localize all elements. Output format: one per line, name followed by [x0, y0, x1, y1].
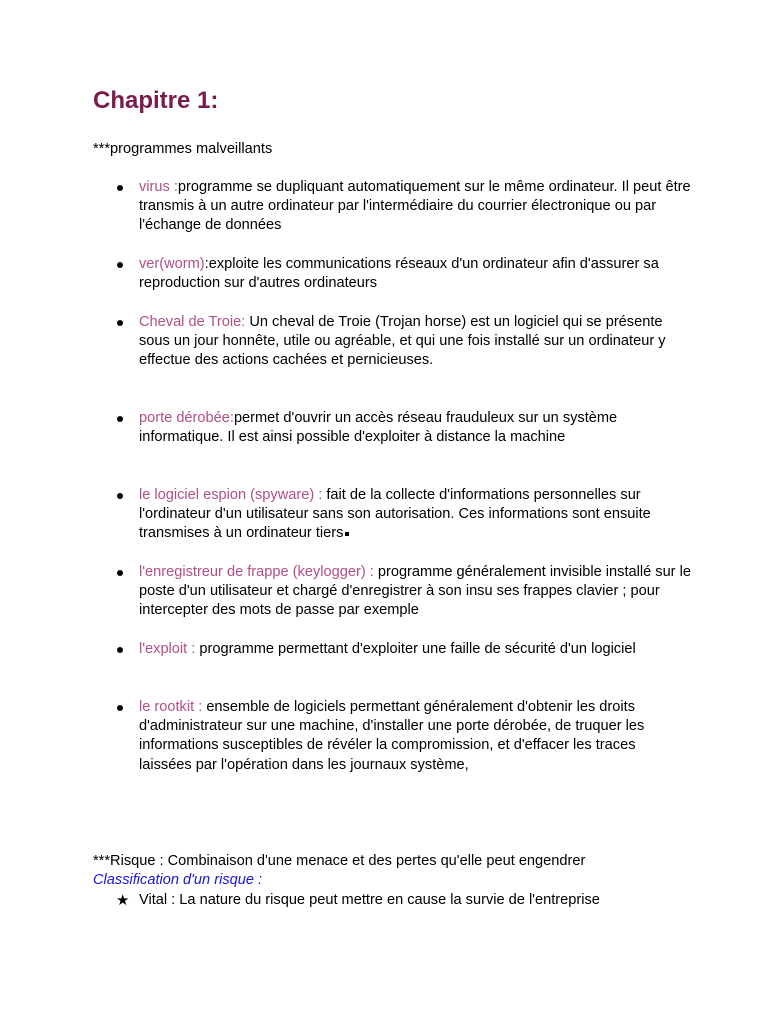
list-item-text: [139, 563, 692, 621]
term-label: Cheval de Troie:: [139, 314, 246, 330]
section-heading: ***programmes malveillants: [93, 141, 273, 157]
star-icon: ★: [116, 892, 130, 909]
term-label: l'enregistreur de frappe (keylogger) :: [139, 564, 374, 580]
list-item-exploit: [112, 640, 692, 659]
list-item-text: [139, 409, 692, 447]
square-bullet-icon: [345, 532, 349, 536]
term-label: ver(worm): [139, 256, 205, 272]
term-description: programme permettant d'exploiter une faille de sécurité d'un logiciel: [195, 641, 636, 657]
list-item-text: [139, 313, 692, 371]
list-item-text: [139, 486, 692, 544]
list-item-rootkit: [112, 698, 692, 775]
list-item-trojan: [112, 313, 692, 371]
term-label: le logiciel espion (spyware) :: [139, 487, 323, 503]
risque-definition: ***Risque : Combinaison d'une menace et des pertes qu'elle peut engendrer: [93, 853, 586, 869]
list-item-virus: [112, 178, 692, 236]
term-description: :exploite les communications réseaux d'un ordinateur afin d'assurer sa reproduction sur d'autres ordinateurs: [139, 256, 659, 292]
term-label: l'exploit :: [139, 641, 196, 657]
classification-item-text: Vital : La nature du risque peut mettre en cause la survie de l'entreprise: [139, 892, 600, 908]
classification-heading: Classification d'un risque :: [93, 872, 263, 888]
list-item-spyware: [112, 486, 692, 544]
term-description: fait de la collecte d'informations personnelles sur l'ordinateur d'un utilisateur sans son autorisation. Ces informations sont ensuite transmises à un ordinateur tiers: [139, 487, 651, 542]
list-item-backdoor: [112, 409, 692, 447]
list-item-keylogger: [112, 563, 692, 621]
term-description: permet d'ouvrir un accès réseau frauduleux sur un système informatique. Il est ainsi possible d'exploiter à distance la machine: [139, 410, 618, 446]
term-label: virus :: [139, 179, 178, 195]
term-description: programme généralement invisible installé sur le poste d'un utilisateur et chargé d'enregistrer à son insu ses frappes clavier ; pour intercepter des mots de passe par exemple: [139, 564, 691, 619]
term-description: programme se dupliquant automatiquement sur le même ordinateur. Il peut être transmis à un autre ordinateur par l'intermédiaire du courrier électronique ou par l'échange de données: [139, 179, 691, 234]
term-label: le rootkit :: [139, 699, 203, 715]
list-item-worm: [112, 255, 692, 293]
term-description: Un cheval de Troie (Trojan horse) est un logiciel qui se présente sous un jour honnête, utile ou agréable, et qui une fois installé sur un ordinateur y effectue des actions cachées et pernicieuses.: [139, 314, 666, 369]
list-item-text: [139, 178, 692, 236]
list-item-text: [139, 698, 692, 775]
list-item-text: [139, 255, 692, 293]
term-description: ensemble de logiciels permettant généralement d'obtenir les droits d'administrateur sur une machine, d'installer une porte dérobée, de truquer les informations susceptibles de révéler la compromission, et d'effacer les traces laissées par l'opération dans les journaux système,: [139, 699, 645, 773]
classification-item-vital: [112, 891, 692, 910]
term-label: porte dérobée:: [139, 410, 234, 426]
list-item-text: [139, 640, 692, 659]
page-title: Chapitre 1:: [93, 87, 219, 114]
